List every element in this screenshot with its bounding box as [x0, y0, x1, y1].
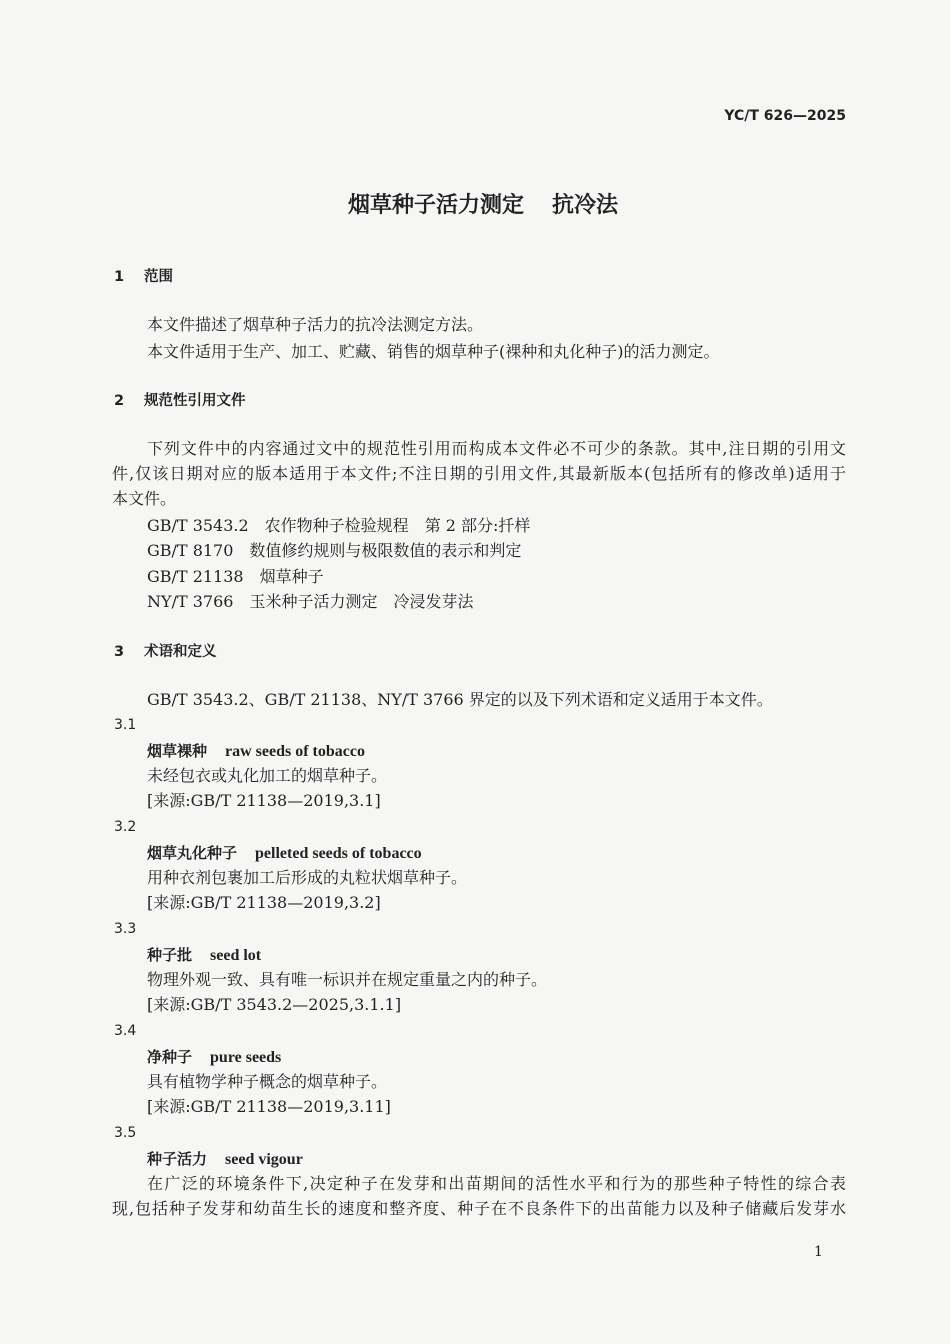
term-source: [来源:GB/T 21138—2019,3.11]: [147, 1097, 391, 1116]
reference-item: GB/T 3543.2 农作物种子检验规程 第 2 部分:扦样: [147, 516, 531, 535]
term-number: 3.5: [114, 1125, 137, 1141]
page-title: [0, 192, 950, 220]
term-source: [来源:GB/T 21138—2019,3.1]: [147, 791, 381, 810]
term-number: 3.1: [114, 717, 137, 733]
paragraph-line: 本文件描述了烟草种子活力的抗冷法测定方法。: [147, 315, 484, 334]
term-number: 3.2: [114, 819, 137, 835]
section-heading-3: 3 术语和定义: [114, 644, 217, 660]
term-source: [来源:GB/T 21138—2019,3.2]: [147, 893, 381, 912]
term-title: 种子批 seed lot: [147, 946, 262, 964]
title-main: 烟草种子活力测定: [347, 193, 524, 218]
reference-item: GB/T 8170 数值修约规则与极限数值的表示和判定: [147, 541, 522, 560]
title-sub: 抗冷法: [552, 193, 619, 218]
term-title: 种子活力 seed vigour: [147, 1150, 303, 1168]
page-number: 1: [814, 1244, 823, 1260]
reference-item: GB/T 21138 烟草种子: [147, 567, 324, 586]
section-heading-2: 2 规范性引用文件: [114, 393, 246, 409]
term-title: 净种子 pure seeds: [147, 1048, 282, 1066]
term-source: [来源:GB/T 3543.2—2025,3.1.1]: [147, 995, 402, 1014]
term-definition: 物理外观一致、具有唯一标识并在规定重量之内的种子。: [147, 970, 548, 989]
term-definition: 在广泛的环境条件下,决定种子在发芽和出苗期间的活性水平和行为的那些种子特性的综合表: [147, 1174, 846, 1193]
term-number: 3.3: [114, 921, 137, 937]
term-title: 烟草裸种 raw seeds of tobacco: [147, 742, 365, 760]
term-title: 烟草丸化种子 pelleted seeds of tobacco: [147, 844, 422, 862]
paragraph-line: 本文件。: [112, 489, 177, 508]
reference-item: NY/T 3766 玉米种子活力测定 冷浸发芽法: [147, 592, 474, 611]
paragraph-line: 下列文件中的内容通过文中的规范性引用而构成本文件必不可少的条款。其中,注日期的引用文: [147, 439, 846, 458]
paragraph-line: GB/T 3543.2、GB/T 21138、NY/T 3766 界定的以及下列术语和定义适用于本文件。: [147, 690, 773, 709]
term-definition: 未经包衣或丸化加工的烟草种子。: [147, 766, 388, 785]
section-heading-1: 1 范围: [114, 269, 173, 285]
paragraph-line: 件,仅该日期对应的版本适用于本文件;不注日期的引用文件,其最新版本(包括所有的修改单)适用于: [112, 464, 846, 483]
term-definition: 现,包括种子发芽和幼苗生长的速度和整齐度、种子在不良条件下的出苗能力以及种子储藏后发芽水: [112, 1199, 846, 1218]
paragraph-line: 本文件适用于生产、加工、贮藏、销售的烟草种子(裸种和丸化种子)的活力测定。: [147, 342, 720, 361]
term-definition: 用种衣剂包裹加工后形成的丸粒状烟草种子。: [147, 868, 468, 887]
doc-code: YC/T 626—2025: [724, 108, 846, 124]
term-number: 3.4: [114, 1023, 137, 1039]
term-definition: 具有植物学种子概念的烟草种子。: [147, 1072, 388, 1091]
